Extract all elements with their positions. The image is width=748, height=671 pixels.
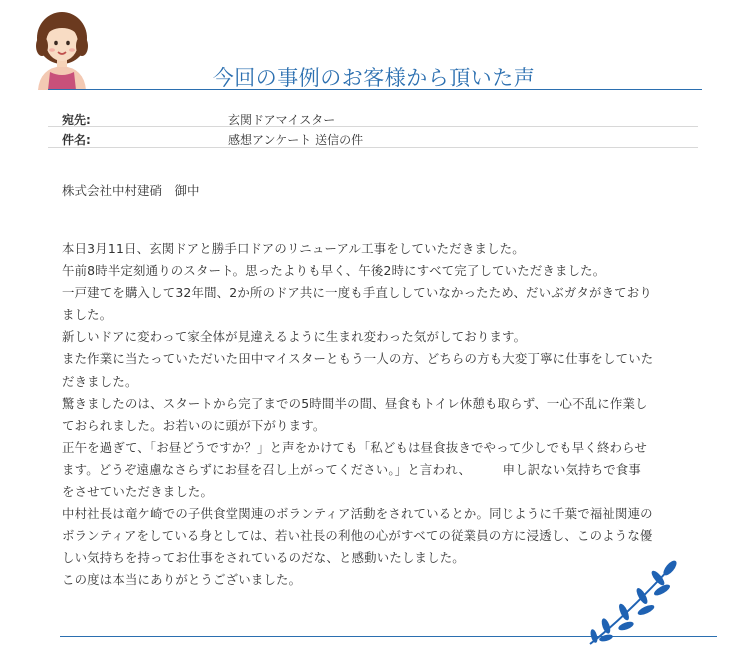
title-divider — [48, 89, 702, 90]
letter-body — [62, 238, 702, 592]
addressee: 株式会社中村建硝 御中 — [62, 183, 200, 198]
meta-divider — [48, 147, 698, 148]
to-value: 玄関ドアマイスター — [228, 113, 336, 127]
page-title: 今回の事例のお客様から頂いた声 — [212, 66, 536, 90]
subject-value: 感想アンケート 送信の件 — [228, 133, 364, 147]
letter-line: ました。 — [62, 307, 113, 323]
letter-line: しい気持ちを持ってお仕事をされているのだな、と感動いたしました。 — [62, 550, 465, 566]
letter-line: また作業に当たっていただいた田中マイスターともう一人の方、どちらの方も大変丁寧に仕事をしていた — [62, 351, 654, 367]
meta-divider — [48, 126, 698, 127]
letter-line: この度は本当にありがとうございました。 — [62, 572, 302, 588]
leaf-branch-icon — [584, 558, 684, 650]
to-label: 宛先: — [62, 113, 91, 127]
letter-line: ておられました。お若いのに頭が下がります。 — [62, 417, 326, 433]
letter-line: 新しいドアに変わって家全体が見違えるように生まれ変わった気がしております。 — [62, 329, 527, 345]
subject-label: 件名: — [62, 133, 91, 147]
letter-line: 中村社長は竜ケ崎での子供食堂関連のボランティア活動をされているとか。同じように千葉で福祉関連の — [62, 506, 653, 522]
letter-line: をさせていただきました。 — [62, 484, 214, 500]
letter-line: ます。どうぞ遠慮なさらずにお昼を召し上がってください。」と言われ、 申し訳ない気持ちで食事 — [62, 461, 641, 477]
letter-line: 驚きましたのは、スタートから完了までの5時間半の間、昼食もトイレ休憩も取らず、一心不乱に作業し — [62, 395, 648, 411]
letter-line: ボランティアをしている身としては、若い社長の利他の心がすべての従業員の方に浸透し、このような優 — [62, 528, 653, 544]
letter-line: 正午を過ぎて、「お昼どうですか？」と声をかけても「私どもは昼食抜きでやって少しでも早く終わらせ — [62, 439, 647, 455]
letter-line: だきました。 — [62, 373, 138, 389]
letter-line: 午前8時半定刻通りのスタート。思ったよりも早く、午後2時にすべて完了していただきました。 — [62, 263, 606, 279]
letter-line: 一戸建てを購入して32年間、2か所のドア共に一度も手直ししていなかったため、だいぶガタがきており — [62, 285, 652, 301]
letter-line: 本日3月11日、玄関ドアと勝手口ドアのリニューアル工事をしていただきました。 — [62, 241, 525, 256]
